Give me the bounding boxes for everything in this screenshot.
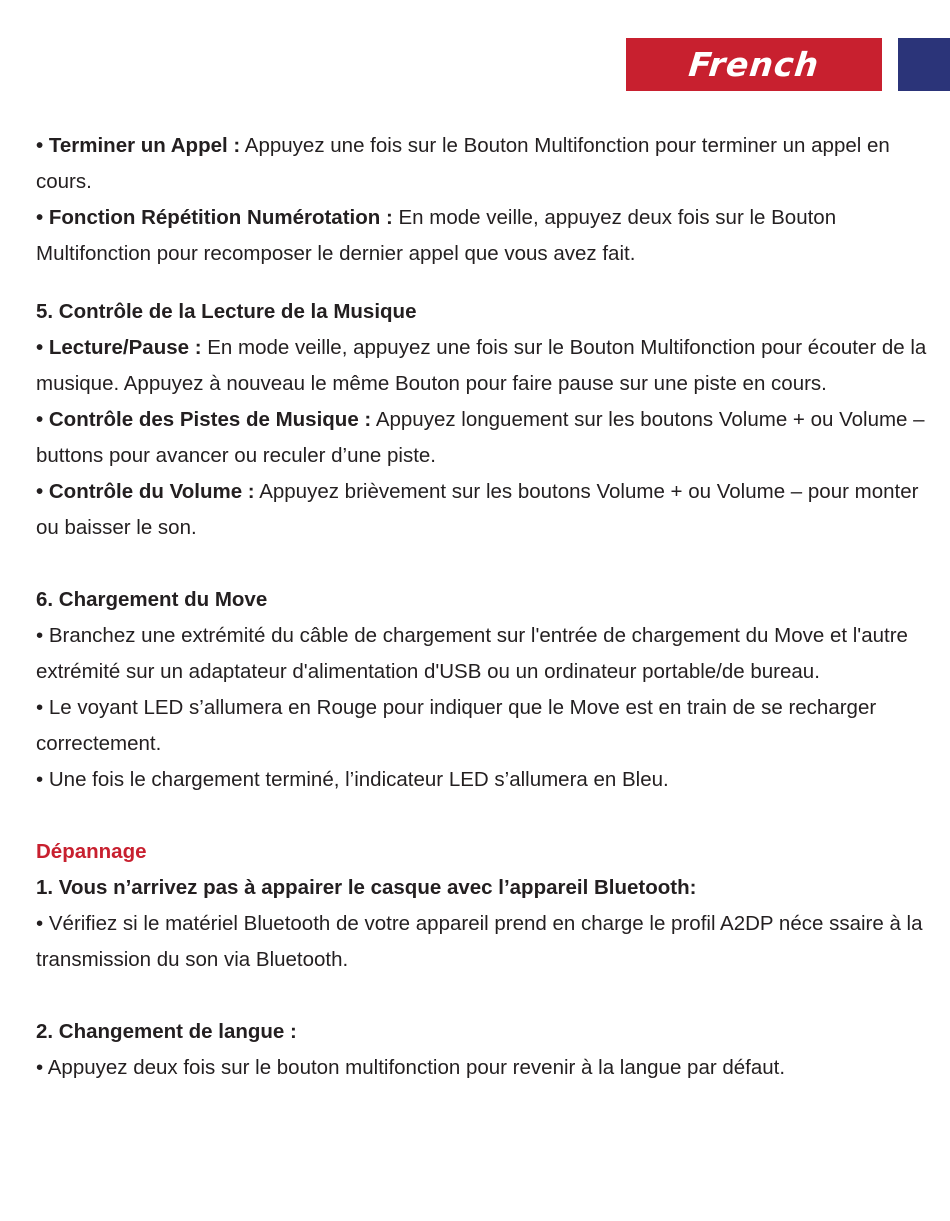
track-control-paragraph	[36, 402, 931, 474]
play-pause-paragraph	[36, 330, 931, 402]
redial-label: • Fonction Répétition Numérotation :	[36, 206, 393, 229]
volume-control-text: Appuyez brièvement sur les boutons Volume + ou Volume – pour monter ou baisser le son.	[36, 480, 919, 539]
manual-content	[36, 128, 931, 1086]
play-pause-label: • Lecture/Pause :	[36, 336, 202, 359]
language-change-heading: 2. Changement de langue :	[36, 1020, 297, 1043]
language-change-text: • Appuyez deux fois sur le bouton multifonction pour revenir à la langue par défaut.	[36, 1056, 786, 1079]
volume-control-label: • Contrôle du Volume :	[36, 480, 255, 503]
pairing-issue-text: • Vérifiez si le matériel Bluetooth de votre appareil prend en charge le profil A2DP néce ssaire à la transmission du son via Bluetooth.	[36, 912, 923, 971]
pairing-issue-heading: 1. Vous n’arrivez pas à appairer le casque avec l’appareil Bluetooth:	[36, 876, 697, 899]
end-call-label: • Terminer un Appel :	[36, 134, 241, 157]
side-color-block	[898, 38, 950, 91]
track-control-text: Appuyez longuement sur les boutons Volume + ou Volume – buttons pour avancer ou reculer d’une piste.	[36, 408, 925, 467]
language-tab	[626, 38, 882, 91]
end-call-paragraph	[36, 128, 931, 200]
charging-step-1: • Branchez une extrémité du câble de chargement sur l'entrée de chargement du Move et l'autre extrémité sur un adaptateur d'alimentation d'USB ou un ordinateur portable/de bureau.	[36, 624, 908, 683]
charging-heading: 6. Chargement du Move	[36, 588, 268, 611]
play-pause-text: En mode veille, appuyez une fois sur le Bouton Multifonction pour écouter de la musique. Appuyez à nouveau le même Bouton pour faire pause sur une piste en cours.	[36, 336, 927, 395]
track-control-label: • Contrôle des Pistes de Musique :	[36, 408, 372, 431]
language-label: French	[686, 45, 822, 84]
redial-text: En mode veille, appuyez deux fois sur le Bouton Multifonction pour recomposer le dernier appel que vous avez fait.	[36, 206, 837, 265]
troubleshooting-title: Dépannage	[36, 840, 147, 863]
charging-step-3: • Une fois le chargement terminé, l’indicateur LED s’allumera en Bleu.	[36, 768, 669, 791]
music-heading: 5. Contrôle de la Lecture de la Musique	[36, 300, 417, 323]
redial-paragraph	[36, 200, 931, 272]
end-call-text: Appuyez une fois sur le Bouton Multifonction pour terminer un appel en cours.	[36, 134, 890, 193]
volume-control-paragraph	[36, 474, 931, 546]
charging-step-2: • Le voyant LED s’allumera en Rouge pour indiquer que le Move est en train de se recharger correctement.	[36, 696, 877, 755]
